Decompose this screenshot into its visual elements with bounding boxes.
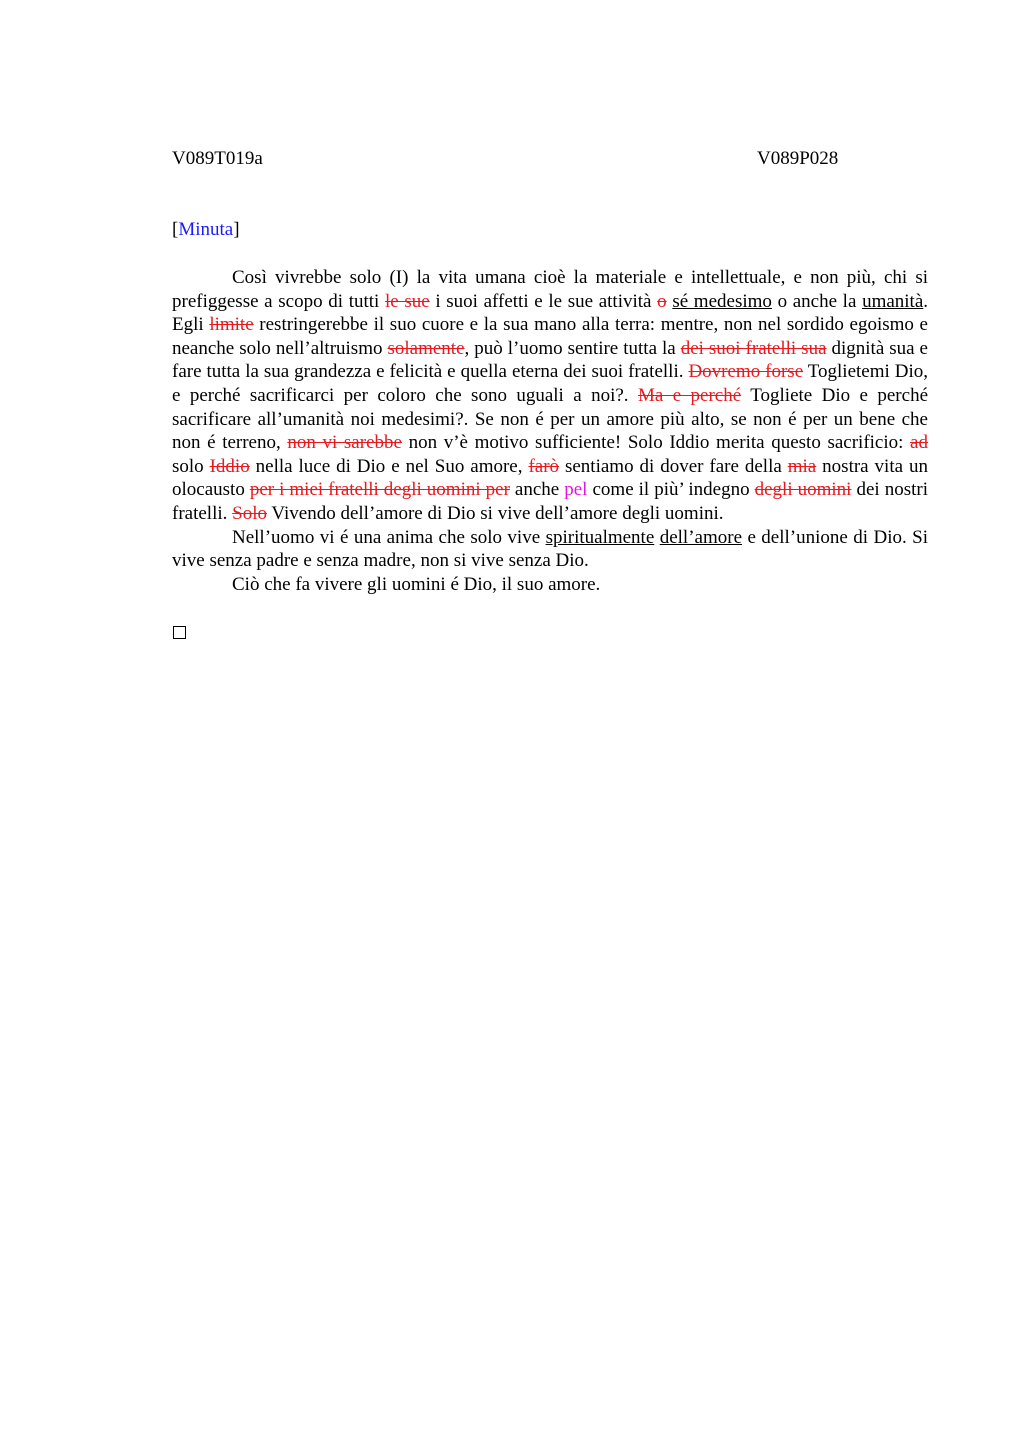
text-run: e dell’unione di Dio. Si vive senza padre e senza madre, non si vive senza Dio.	[172, 526, 929, 572]
text-run: sentiamo di dover fare della	[559, 455, 788, 477]
deleted-text: limite	[209, 314, 254, 336]
underlined-text: spiritualmente	[545, 526, 655, 548]
deleted-text: ad	[910, 432, 928, 454]
deleted-text: o	[657, 290, 667, 312]
paragraph	[172, 266, 928, 526]
deleted-text: Dovremo forse	[688, 361, 804, 383]
transcription-body	[172, 266, 928, 596]
paragraph	[172, 526, 928, 573]
deleted-text: le sue	[384, 290, 430, 312]
deleted-text: mia	[787, 455, 817, 477]
deleted-text: non vi sarebbe	[287, 432, 402, 454]
text-run: , può l’uomo sentire tutta la	[464, 337, 681, 359]
text-run: . Egli	[172, 290, 929, 336]
page-code: V089P028	[757, 148, 839, 169]
document-code: V089T019a	[172, 148, 263, 169]
deleted-text: Solo	[232, 502, 267, 524]
text-run: Così vivrebbe solo (I) la vita umana cioè la materiale e intellettuale, e non più, chi si prefiggesse a scopo di tutti	[172, 267, 928, 312]
deleted-text: dei suoi fratelli sua	[680, 337, 827, 359]
underlined-text: dell’amore	[659, 526, 743, 548]
paragraph	[172, 573, 928, 597]
deleted-text: degli uomini	[754, 479, 852, 501]
text-run: Toglietemi Dio, e perché sacrificarci per coloro che sono uguali a noi?.	[172, 361, 928, 406]
text-run: dignità sua e fare tutta la sua grandezza e felicità e quella eterna dei suoi fratelli.	[172, 337, 928, 383]
text-run: Togliete Dio e perché sacrificare all’umanità noi medesimi?. Se non é per un amore più alto, se non é per un bene che non é terreno,	[172, 384, 928, 454]
text-run: dei nostri fratelli.	[172, 479, 928, 524]
text-run: non v’è motivo sufficiente! Solo Iddio merita questo sacrificio:	[401, 432, 911, 454]
text-run: anche	[509, 479, 565, 501]
deleted-text: per i miei fratelli degli uomini per	[249, 479, 510, 501]
text-run: solo	[172, 455, 210, 477]
section-label	[172, 218, 240, 242]
text-run: restringerebbe il suo cuore e la sua mano alla terra: mentre, non nel sordido egoismo e neanche solo nell’altruismo	[172, 314, 928, 359]
deleted-text: Iddio	[209, 455, 250, 477]
bracket-open: [	[172, 219, 179, 240]
underlined-text: sé medesimo	[672, 290, 772, 312]
text-run: i suoi affetti e le sue attività	[429, 290, 658, 312]
text-run: Ciò che fa vivere gli uomini é Dio, il suo amore.	[232, 573, 601, 595]
deleted-text: solamente	[387, 337, 465, 359]
end-marker-box	[173, 626, 186, 639]
text-run: come il più’ indegno	[587, 479, 755, 501]
text-run: Vivendo dell’amore di Dio si vive dell’amore degli uomini.	[267, 502, 724, 524]
bracket-close: ]	[233, 219, 240, 240]
section-title: Minuta	[178, 219, 234, 240]
text-run: o anche la	[771, 290, 863, 312]
inserted-text: pel	[564, 479, 588, 501]
deleted-text: Ma e perché	[637, 384, 742, 406]
text-run: nella luce di Dio e nel Suo amore,	[249, 455, 529, 477]
deleted-text: farò	[528, 455, 560, 477]
underlined-text: umanità	[862, 290, 924, 312]
text-run: Nell’uomo vi é una anima che solo vive	[232, 526, 546, 548]
text-run: nostra vita un olocausto	[172, 455, 928, 501]
